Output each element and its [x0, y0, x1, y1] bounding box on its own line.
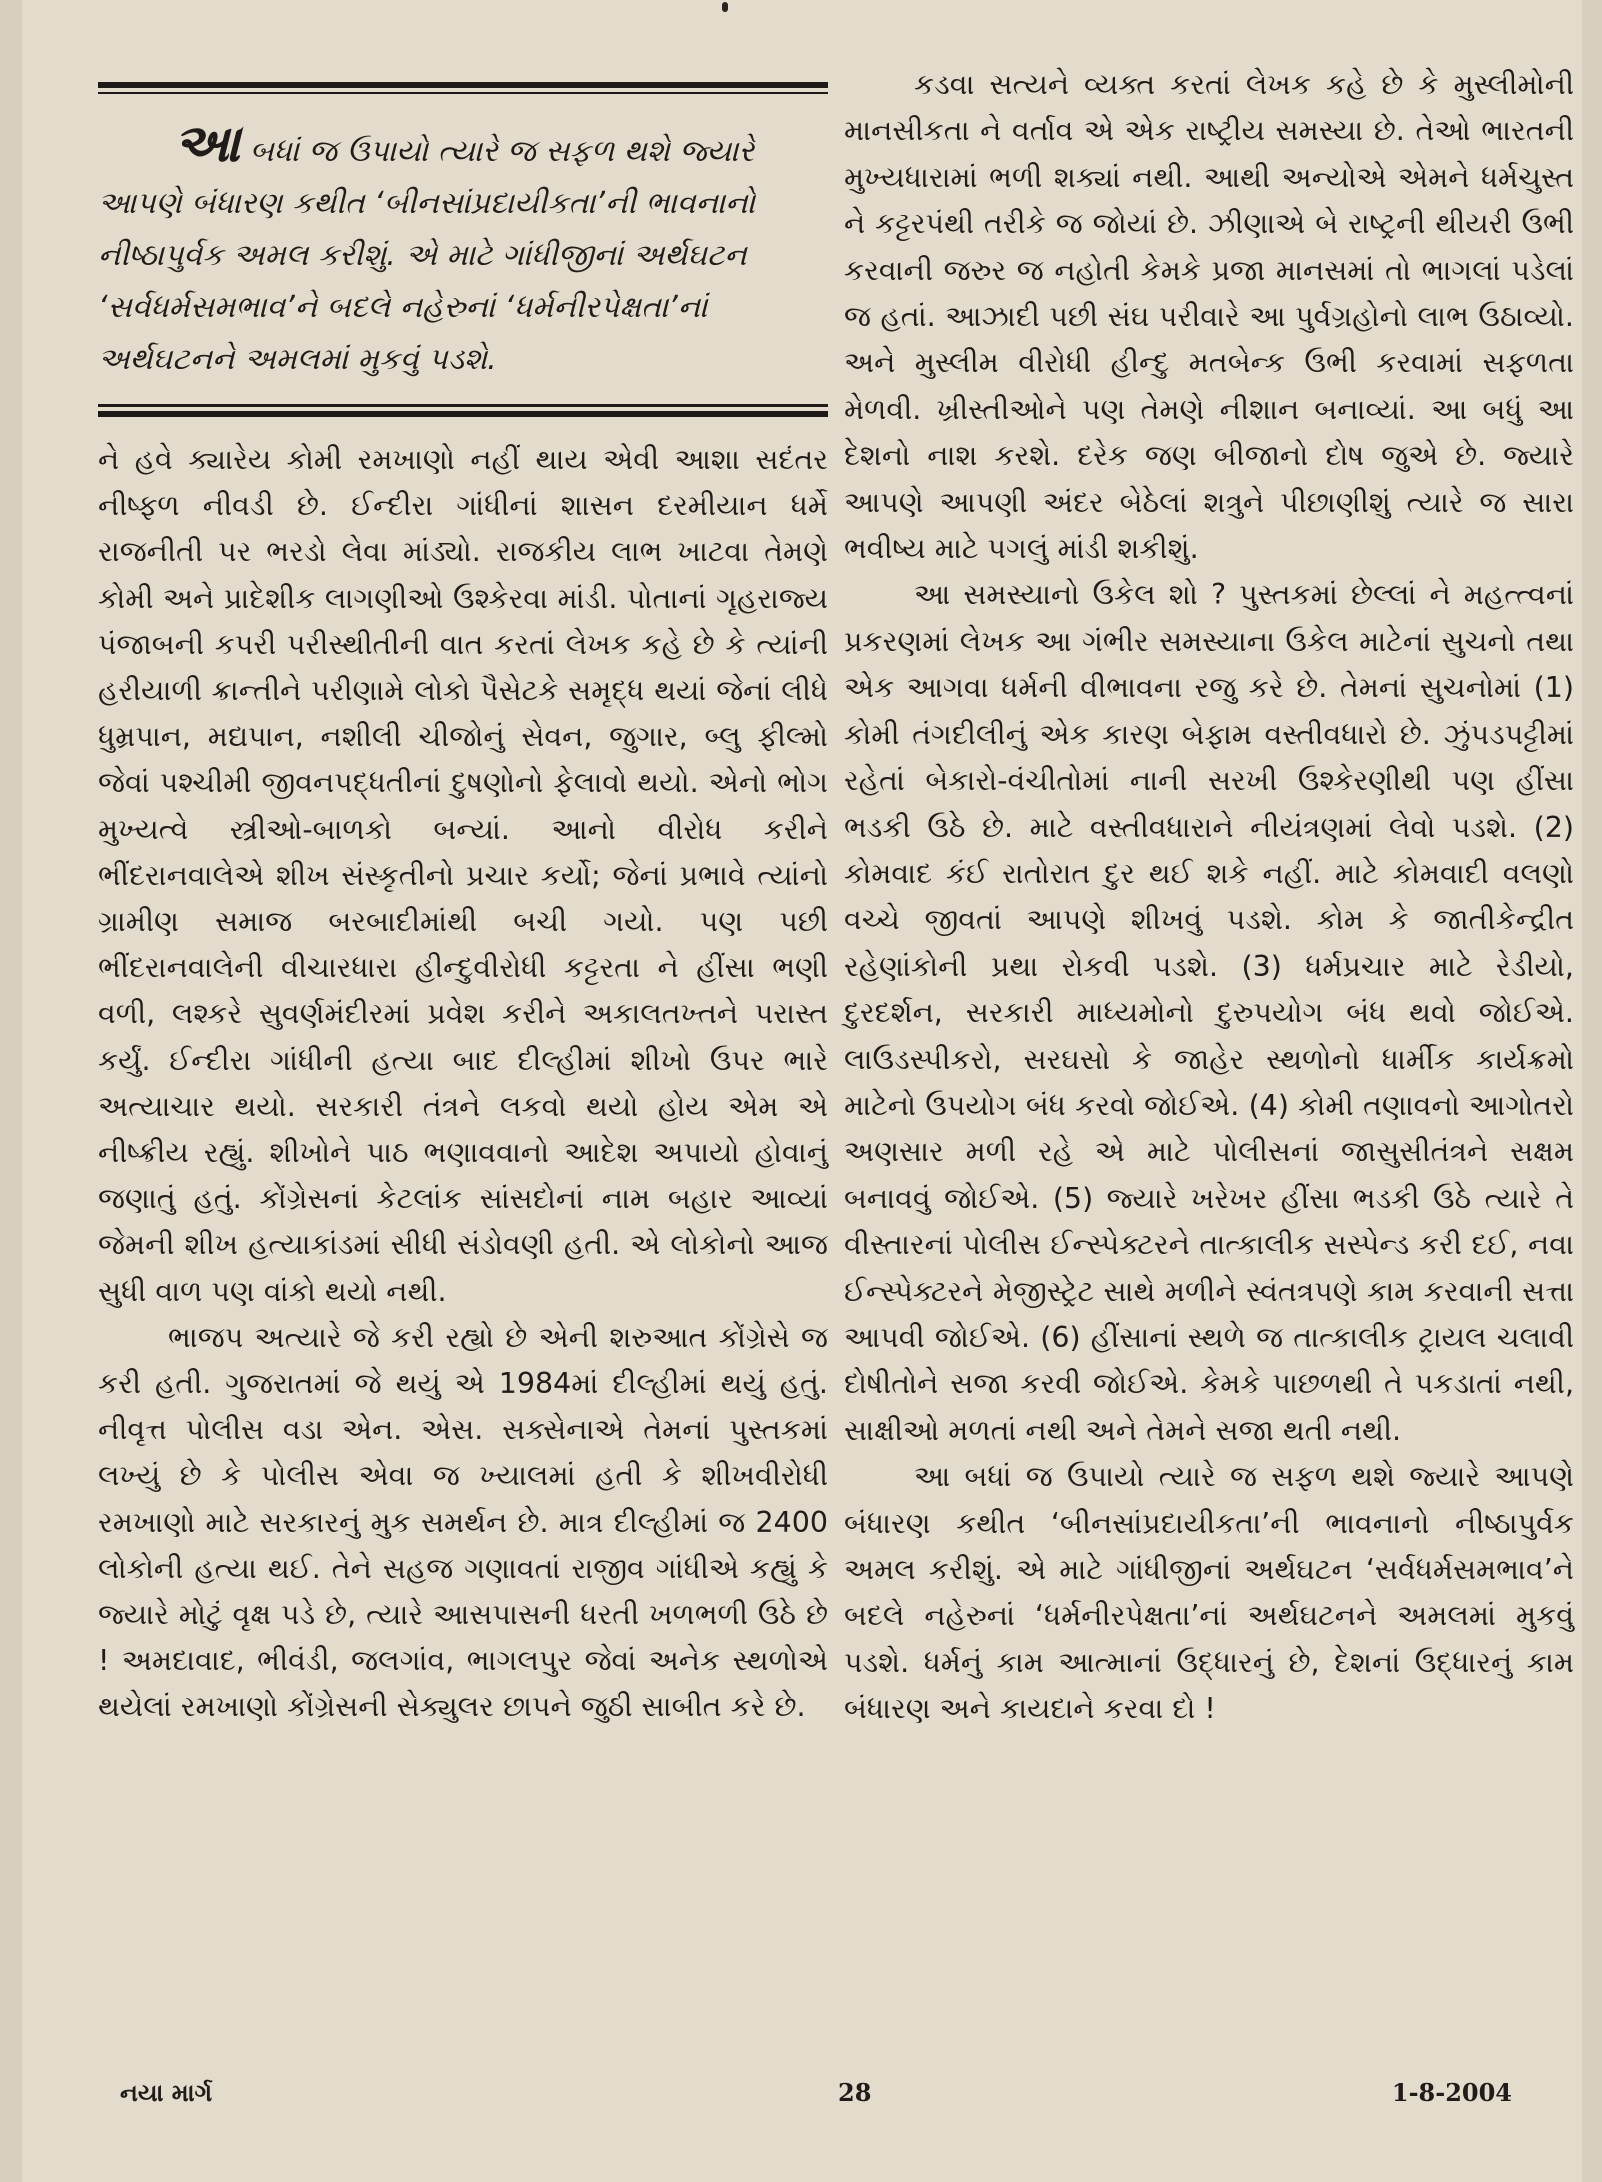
- pull-quote-bottom-rule: [98, 404, 828, 417]
- footer-publication: નયા માર્ગ: [120, 2078, 213, 2107]
- body-paragraph: કડવા સત્યને વ્યક્ત કરતાં લેખક કહે છે કે મુસ્લીમોની માનસીકતા ને વર્તાવ એ એક રાષ્ટ્રીય સમસ્યા છે. તેઓ ભારતની મુખ્યધારામાં ભળી શક્યાં નથી. આથી અન્યોએ એમને ધર્મચુસ્ત ને કટ્ટરપંથી તરીકે જ જોયાં છે. ઝીણાએ બે રાષ્ટ્રની થીયરી ઉભી કરવાની જરુર જ નહોતી કેમકે પ્રજા માનસમાં તો ભાગલાં પડેલાં જ હતાં. આઝાદી પછી સંઘ પરીવારે આ પુર્વગ્રહોનો લાભ ઉઠાવ્યો. અને મુસ્લીમ વીરોધી હીન્દુ મતબેન્ક ઉભી કરવામાં સફળતા મેળવી. ખ્રીસ્તીઓને પણ તેમણે નીશાન બનાવ્યાં. આ બધું આ દેશનો નાશ કરશે. દરેક જણ બીજાનો દોષ જુએ છે. જ્યારે આપણે આપણી અંદર બેઠેલાં શત્રુને પીછાણીશું ત્યારે જ સારા ભવીષ્ય માટે પગલું માંડી શકીશું.: [844, 68, 1574, 566]
- right-column: [844, 62, 1574, 1733]
- body-paragraph: ને હવે ક્યારેય કોમી રમખાણો નહીં થાય એવી આશા સદંતર નીષ્ફળ નીવડી છે. ઈન્દીરા ગાંધીનાં શાસન દરમીયાન ધર્મે રાજનીતી પર ભરડો લેવા માંડ્યો. રાજકીય લાભ ખાટવા તેમણે કોમી અને પ્રાદેશીક લાગણીઓ ઉશ્કેરવા માંડી. પોતાનાં ગૃહરાજ્ય પંજાબની કપરી પરીસ્થીતીની વાત કરતાં લેખક કહે છે કે ત્યાંની હરીયાળી ક્રાન્તીને પરીણામે લોકો પૈસેટકે સમૃદ્ધ થયાં જેનાં લીધે ધુમ્રપાન, મદ્યપાન, નશીલી ચીજોનું સેવન, જુગાર, બ્લુ ફીલ્મો જેવાં પશ્ચીમી જીવનપદ્ધતીનાં દુષણોનો ફેલાવો થયો. એનો ભોગ મુખ્યત્વે સ્ત્રીઓ-બાળકો બન્યાં. આનો વીરોધ કરીને ભીંદરાનવાલેએ શીખ સંસ્કૃતીનો પ્રચાર કર્યો; જેનાં પ્રભાવે ત્યાંનો ગ્રામીણ સમાજ બરબાદીમાંથી બચી ગયો. પણ પછી ભીંદરાનવાલેની વીચારધારા હીન્દુવીરોધી કટ્ટરતા ને હીંસા ભણી વળી, લશ્કરે સુવર્ણમંદીરમાં પ્રવેશ કરીને અકાલતખ્તને પરાસ્ત કર્યું. ઈન્દીરા ગાંધીની હત્યા બાદ દીલ્હીમાં શીખો ઉપર ભારે અત્યાચાર થયો. સરકારી તંત્રને લકવો થયો હોય એમ એ નીષ્ક્રીય રહ્યું. શીખોને પાઠ ભણાવવાનો આદેશ અપાયો હોવાનું જણાતું હતું. કોંગ્રેસનાં કેટલાંક સાંસદોનાં નામ બહાર આવ્યાં જેમની શીખ હત્યાકાંડમાં સીધી સંડોવણી હતી. એ લોકોનો આજ સુધી વાળ પણ વાંકો થયો નથી.: [98, 443, 828, 1308]
- body-paragraph: આ સમસ્યાનો ઉકેલ શો ? પુસ્તકમાં છેલ્લાં ને મહત્ત્વનાં પ્રકરણમાં લેખક આ ગંભીર સમસ્યાના ઉકેલ માટેનાં સુચનો તથા એક આગવા ધર્મની વીભાવના રજુ કરે છે. તેમનાં સુચનોમાં (1) કોમી તંગદીલીનું એક કારણ બેફામ વસ્તીવધારો છે. ઝુંપડપટ્ટીમાં રહેતાં બેકારો-વંચીતોમાં નાની સરખી ઉશ્કેરણીથી પણ હીંસા ભડકી ઉઠે છે. માટે વસ્તીવધારાને નીયંત્રણમાં લેવો પડશે. (2) કોમવાદ કંઈ રાતોરાત દુર થઈ શકે નહીં. માટે કોમવાદી વલણો વચ્ચે જીવતાં આપણે શીખવું પડશે. કોમ કે જાતીકેન્દ્રીત રહેણાંકોની પ્રથા રોકવી પડશે. (3) ધર્મપ્રચાર માટે રેડીયો, દુરદર્શન, સરકારી માધ્યમોનો દુરુપયોગ બંધ થવો જોઈએ. લાઉડસ્પીકરો, સરઘસો કે જાહેર સ્થળોનો ધાર્મીક કાર્યક્રમો માટેનો ઉપયોગ બંધ કરવો જોઈએ. (4) કોમી તણાવનો આગોતરો અણસાર મળી રહે એ માટે પોલીસનાં જાસુસીતંત્રને સક્ષમ બનાવવું જોઈએ. (5) જ્યારે ખરેખર હીંસા ભડકી ઉઠે ત્યારે તે વીસ્તારનાં પોલીસ ઈન્સ્પેક્ટરને તાત્કાલીક સસ્પેન્ડ કરી દઈ, નવા ઈન્સ્પેક્ટરને મેજીસ્ટ્રેટ સાથે મળીને સ્વંતત્રપણે કામ કરવાની સત્તા આપવી જોઈએ. (6) હીંસાનાં સ્થળે જ તાત્કાલીક ટ્રાયલ ચલાવી દોષીતોને સજા કરવી જોઈએ. કેમકે પાછળથી તે પકડાતાં નથી, સાક્ષીઓ મળતાં નથી અને તેમને સજા થતી નથી.: [844, 578, 1574, 1447]
- body-paragraph: ભાજપ અત્યારે જે કરી રહ્યો છે એની શરુઆત કોંગ્રેસે જ કરી હતી. ગુજરાતમાં જે થયું એ 1984માં દીલ્હીમાં થયું હતું. નીવૃત્ત પોલીસ વડા એન. એસ. સક્સેનાએ તેમનાં પુસ્તકમાં લખ્યું છે કે પોલીસ એવા જ ખ્યાલમાં હતી કે શીખવીરોધી રમખાણો માટે સરકારનું મુક સમર્થન છે. માત્ર દીલ્હીમાં જ 2400 લોકોની હત્યા થઈ. તેને સહજ ગણાવતાં રાજીવ ગાંધીએ કહ્યું કે જ્યારે મોટું વૃક્ષ પડે છે, ત્યારે આસપાસની ધરતી ખળભળી ઉઠે છે ! અમદાવાદ, ભીવંડી, જલગાંવ, ભાગલપુર જેવાં અનેક સ્થળોએ થયેલાં રમખાણો કોંગ્રેસની સેક્યુલર છાપને જુઠી સાબીત કરે છે.: [98, 1320, 828, 1724]
- page-footer: [120, 2070, 1512, 2110]
- left-column: [98, 60, 828, 1731]
- pull-quote-text: બધાં જ ઉપાયો ત્યારે જ સફળ થશે જ્યારે આપણે બંધારણ કથીત ‘બીનસાંપ્રદાયીકતા’ની ભાવનાનો નીષ્ઠાપુર્વક અમલ કરીશું. એ માટે ગાંધીજીનાં અર્થઘટન ‘સર્વધર્મસમભાવ’ને બદલે નહેરુનાં ‘ધર્મનીરપેક્ષતા’નાં અર્થઘટનને અમલમાં મુકવું પડશે.: [98, 134, 756, 377]
- body-paragraph: આ બધાં જ ઉપાયો ત્યારે જ સફળ થશે જ્યારે આપણે બંધારણ કથીત ‘બીનસાંપ્રદાયીકતા’ની ભાવનાનો નીષ્ઠાપુર્વક અમલ કરીશું. એ માટે ગાંધીજીનાં અર્થઘટન ‘સર્વધર્મસમભાવ’ને બદલે નહેરુનાં ‘ધર્મનીરપેક્ષતા’નાં અર્થઘટનને અમલમાં મુકવું પડશે. ધર્મનું કામ આત્માનાં ઉદ્ધારનું છે, દેશનાં ઉદ્ધારનું કામ બંધારણ અને કાયદાને કરવા દો !: [844, 1460, 1574, 1726]
- footer-page-number: 28: [838, 2078, 872, 2107]
- pull-quote-top-rule: [98, 82, 828, 94]
- pull-quote: [98, 104, 828, 386]
- print-speck: [722, 2, 728, 12]
- pull-quote-dropword: આ: [174, 114, 241, 174]
- footer-date: 1-8-2004: [1391, 2078, 1512, 2107]
- magazine-page: [22, 0, 1582, 2182]
